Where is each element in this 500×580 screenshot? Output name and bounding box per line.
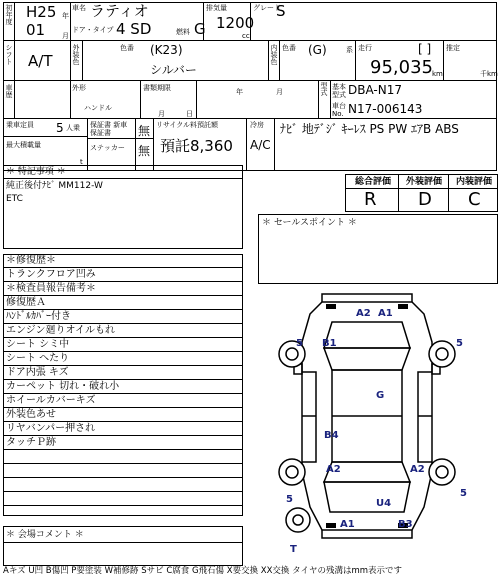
grade-label: グレード — [253, 4, 281, 12]
damage-b4: B4 — [324, 430, 339, 441]
damage-b3: B3 — [398, 519, 413, 530]
model: DBA-N17 — [348, 83, 402, 97]
repair-history-line: トランクフロア凹み — [4, 268, 243, 282]
tire-tread-rear-right: 5 — [460, 488, 467, 499]
damage-a2-front: A2 — [356, 308, 371, 319]
month-unit: 月 — [62, 32, 69, 40]
damage-u4: U4 — [376, 498, 392, 509]
exterior-rating-label: 外装評価 — [406, 177, 443, 187]
report-line: カーペット 切れ・破れ小 — [4, 380, 243, 394]
book-date: 日 — [186, 110, 193, 118]
door-type: 4 SD — [116, 20, 152, 38]
handle-label: ハンドル — [84, 104, 112, 112]
car-condition-diagram — [272, 292, 462, 554]
shift-label: シフト — [5, 44, 13, 65]
sales-points-title: ＊ セールスポイント ＊ — [262, 218, 357, 228]
color-label: 色番 — [120, 44, 134, 52]
sticker-label: ステッカー — [90, 144, 125, 152]
venue-comment-title: ＊ 会場コメント ＊ — [6, 530, 84, 540]
model-label: 型式 — [320, 82, 328, 96]
interior-rating: C — [468, 189, 481, 210]
inspector-report-title: ＊検査員報告備考＊ — [4, 282, 243, 296]
recall-label: 保証書 新車保証書 — [90, 121, 128, 137]
equipment: ﾅﾋﾞ 地ﾃﾞｼﾞ ｷｰﾚｽ PS PW ｴｱB ABS — [280, 122, 459, 136]
report-line — [4, 492, 243, 506]
damage-b1: B1 — [322, 338, 337, 349]
book-month: 月 — [276, 88, 283, 96]
total-rating-label: 総合評価 — [355, 177, 392, 187]
vehicle-history-label: 車歴 — [5, 84, 13, 98]
car-name-label: 車名 — [72, 4, 86, 12]
recall-value: 無 — [138, 124, 151, 138]
exterior-rating: D — [418, 189, 432, 210]
damage-a2-rear-left: A2 — [326, 464, 341, 475]
interior-label: 内装色 — [270, 44, 278, 65]
report-line: エンジン廻りオイルもれ — [4, 324, 243, 338]
book-label: 書類期限 — [143, 84, 171, 92]
special-notes-title: ＊ 特記事項 ＊ — [6, 167, 66, 177]
scheduled-label: 推定 — [446, 44, 460, 52]
door-type-label: ドア・タイプ — [72, 26, 114, 34]
capacity-unit: 人乗 — [66, 124, 80, 132]
damage-a2-rear-right: A2 — [410, 464, 425, 475]
interior-suffix: 系 — [346, 46, 353, 54]
shift: A/T — [28, 52, 53, 70]
mileage: 95,035 — [370, 57, 433, 78]
report-line: ドア内張 キズ — [4, 366, 243, 380]
year-unit: 年 — [62, 12, 69, 20]
first-reg-label: 初年度 — [5, 4, 13, 25]
reg-year: H25 — [26, 3, 57, 21]
displacement: 1200 — [216, 14, 255, 32]
tire-tread-rear-left: 5 — [286, 494, 293, 505]
repair-history-title: ＊修復歴＊ — [4, 254, 243, 268]
report-line — [4, 464, 243, 478]
displacement-label: 排気量 — [206, 4, 227, 12]
tire-tread-front-left: 5 — [296, 338, 303, 349]
fuel-label: 燃料 — [176, 28, 190, 36]
max-load-unit: t — [80, 158, 83, 166]
mileage-label: 走行 — [358, 44, 372, 52]
car-name: ラティオ — [90, 2, 149, 20]
chassis: N17-006143 — [348, 102, 423, 116]
damage-a1-front: A1 — [378, 308, 393, 319]
damage-a1-rear: A1 — [340, 519, 355, 530]
book-year: 年 — [236, 88, 243, 96]
damage-t: T — [290, 544, 297, 555]
color-code: (K23) — [150, 43, 183, 57]
aircon: A/C — [250, 138, 271, 152]
special-note-line: 純正後付ﾅﾋﾞ MM112-W — [6, 181, 103, 191]
basic-model-label: 基本型式 — [332, 83, 346, 99]
report-line: 修復歴Ａ — [4, 296, 243, 310]
grade: S — [276, 2, 286, 20]
legend: Aキズ U凹 B傷凹 P要塗装 W補修跡 Sサビ C腐食 G飛石傷 X要交換 XX交換 タイヤの残溝はmm表示です — [3, 566, 403, 576]
mileage-bracket: [ ] — [418, 42, 432, 56]
damage-g: G — [376, 390, 385, 401]
book-day: 月 — [158, 110, 165, 118]
fuel: G — [194, 20, 206, 38]
capacity-label: 乗車定員 — [6, 121, 34, 129]
report-line: ﾊﾝﾄﾞﾙｶﾊﾞｰ付き — [4, 310, 243, 324]
exterior-label: 外装色 — [72, 44, 80, 65]
report-line — [4, 478, 243, 492]
chassis-label: 車台No. — [332, 102, 346, 118]
recycle-label: リサイクル料預託額 — [156, 121, 219, 129]
scheduled-unit: 千km — [480, 70, 498, 78]
total-rating: R — [364, 189, 377, 210]
tire-tread-front-right: 5 — [456, 338, 463, 349]
interior-rating-label: 内装評価 — [456, 177, 493, 187]
color-name: シルバー — [150, 63, 197, 77]
interior-color-label: 色番 — [282, 44, 296, 52]
report-line — [4, 450, 243, 464]
special-note-line: ETC — [6, 194, 23, 204]
recycle-value: 預託8,360 — [160, 137, 233, 155]
exterior-shape-label: 外形 — [72, 84, 86, 92]
reg-month: 01 — [26, 21, 46, 39]
report-line: リヤバンパー押され — [4, 422, 243, 436]
interior-color-code: (G) — [308, 43, 327, 57]
displacement-unit: cc — [242, 32, 250, 40]
report-line: シート へたり — [4, 352, 243, 366]
aircon-label: 冷房 — [250, 121, 264, 129]
max-load-label: 最大積載量 — [6, 141, 41, 149]
sticker-value: 無 — [138, 144, 151, 158]
report-line: ホイールカバーキズ — [4, 394, 243, 408]
report-line: 外装色あせ — [4, 408, 243, 422]
report-line: タッチＰ跡 — [4, 436, 243, 450]
capacity: 5 — [56, 121, 64, 135]
report-line: シート シミ中 — [4, 338, 243, 352]
mileage-unit: km — [432, 70, 443, 78]
